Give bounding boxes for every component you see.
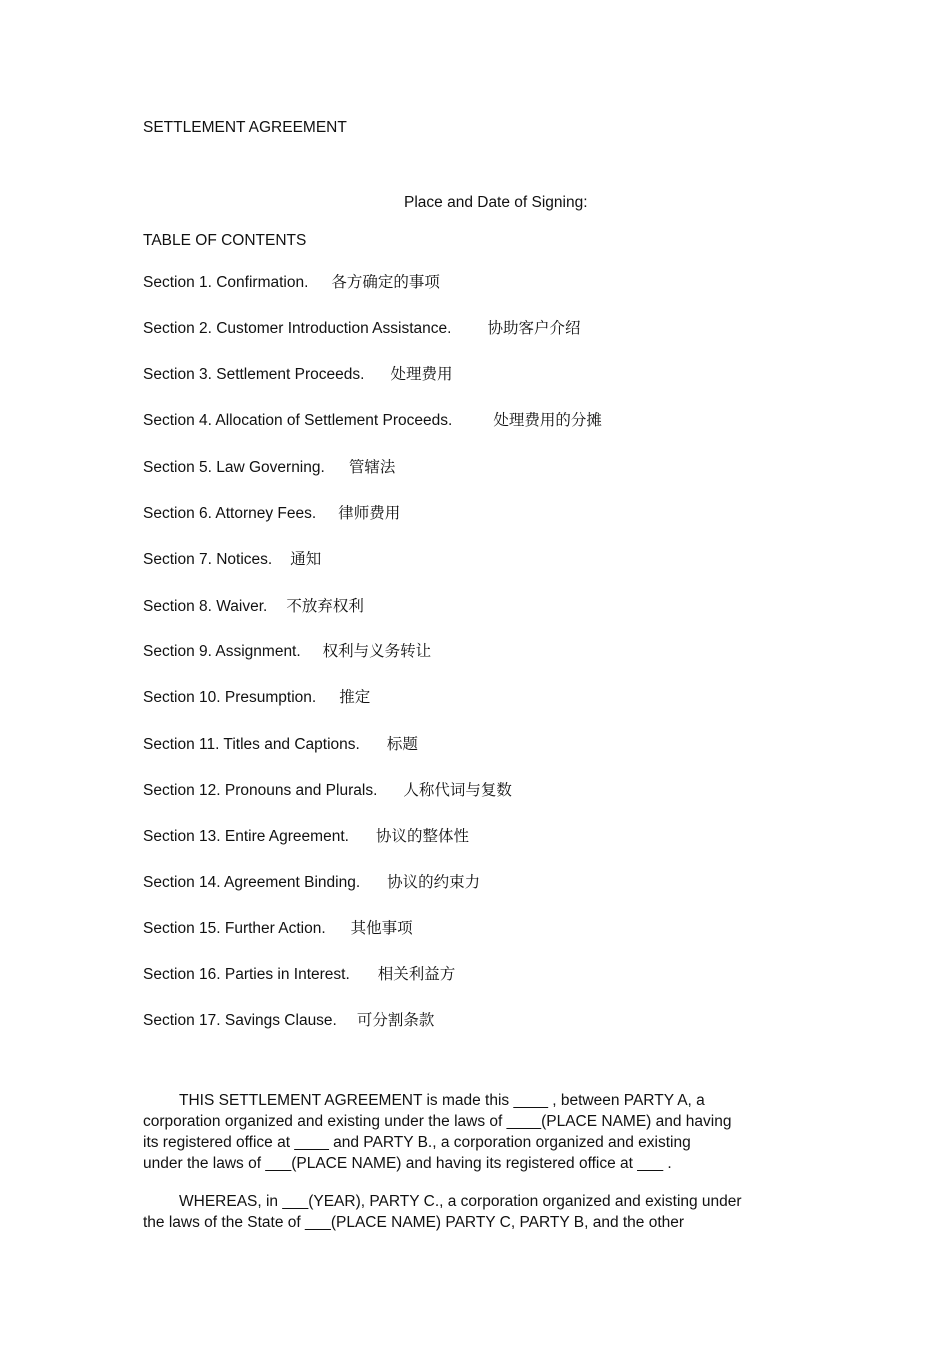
toc-item [143,457,395,478]
toc-item-en: Section 2. Customer Introduction Assistance. [143,320,452,337]
toc-item-en: Section 8. Waiver. [143,598,268,615]
toc-item [143,964,455,985]
toc-item-cn: 相关利益方 [377,965,456,983]
toc-item-cn: 不放弃权利 [286,597,364,615]
toc-item-cn: 律师费用 [338,504,401,522]
toc-item-en: Section 16. Parties in Interest. [143,966,350,983]
toc-item [143,826,469,847]
toc-item [143,1010,434,1031]
toc-item-cn: 协议的约束力 [387,873,481,891]
toc-item-en: Section 11. Titles and Captions. [143,736,360,753]
toc-item-cn: 标题 [386,735,418,753]
toc-item [143,364,452,385]
toc-item [143,272,440,293]
toc-item [143,918,413,939]
toc-item-cn: 推定 [339,688,371,706]
toc-item [143,687,370,708]
paragraph-line: THIS SETTLEMENT AGREEMENT is made this ____ , between PARTY A, a [179,1092,705,1109]
toc-item [143,596,364,617]
toc-item [143,872,480,893]
toc-item-en: Section 4. Allocation of Settlement Proceeds. [143,412,453,429]
toc-item [143,503,400,524]
toc-item-en: Section 12. Pronouns and Plurals. [143,782,378,799]
toc-item-en: Section 13. Entire Agreement. [143,828,349,845]
toc-item [143,549,321,570]
toc-heading: TABLE OF CONTENTS [143,232,307,249]
paragraph-line: WHEREAS, in ___(YEAR), PARTY C., a corporation organized and existing under [179,1193,742,1210]
toc-item-en: Section 9. Assignment. [143,643,301,660]
toc-item-en: Section 3. Settlement Proceeds. [143,366,365,383]
paragraph-line: corporation organized and existing under the laws of ____(PLACE NAME) and having [143,1113,732,1130]
toc-item-cn: 处理费用的分摊 [493,411,602,429]
toc-item-cn: 权利与义务转让 [322,642,432,660]
toc-item [143,734,418,755]
toc-item-en: Section 5. Law Governing. [143,459,325,476]
paragraph-line: its registered office at ____ and PARTY B., a corporation organized and existing [143,1134,691,1151]
toc-item-en: Section 6. Attorney Fees. [143,505,317,522]
document-title: SETTLEMENT AGREEMENT [143,119,347,136]
toc-item-cn: 其他事项 [350,919,413,937]
toc-item-cn: 各方确定的事项 [331,273,440,291]
toc-item-en: Section 14. Agreement Binding. [143,874,361,891]
toc-item-cn: 处理费用 [390,365,453,383]
toc-item [143,641,431,662]
toc-item-cn: 可分割条款 [356,1011,435,1029]
toc-item-en: Section 17. Savings Clause. [143,1012,337,1029]
toc-item-cn: 通知 [290,550,322,568]
signing-place-date-label: Place and Date of Signing: [404,194,588,211]
paragraph-line: the laws of the State of ___(PLACE NAME) PARTY C, PARTY B, and the other [143,1214,685,1231]
toc-item-cn: 人称代词与复数 [403,781,512,799]
toc-item [143,318,580,339]
paragraph-line: under the laws of ___(PLACE NAME) and having its registered office at ___ . [143,1155,672,1172]
preamble-paragraph [143,1090,783,1174]
toc-item-en: Section 1. Confirmation. [143,274,309,291]
toc-item [143,780,512,801]
toc-item-en: Section 10. Presumption. [143,689,317,706]
toc-item-en: Section 15. Further Action. [143,920,326,937]
toc-item-en: Section 7. Notices. [143,551,273,568]
toc-item-cn: 协议的整体性 [375,827,469,845]
toc-item-cn: 协助客户介绍 [487,319,581,337]
whereas-paragraph [143,1191,783,1233]
toc-item-cn: 管辖法 [348,458,396,476]
toc-item [143,410,602,431]
